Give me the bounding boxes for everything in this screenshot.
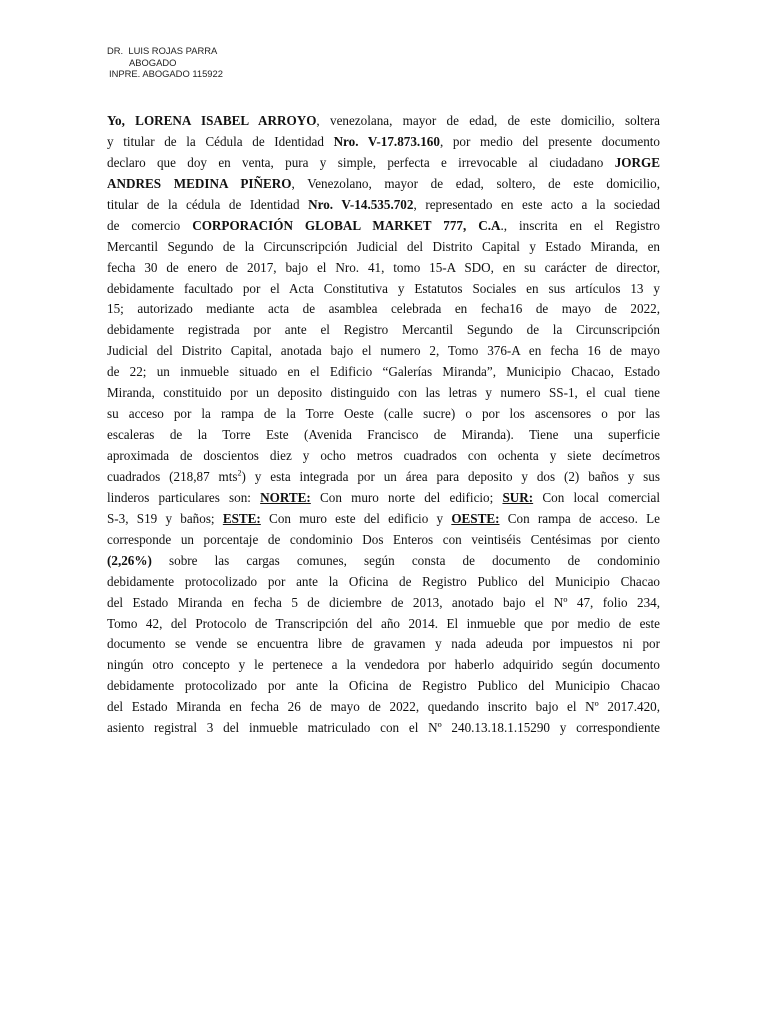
body-line: linderos particulares son: NORTE: Con muro norte del edificio; SUR: Con local comercial bbox=[107, 489, 660, 505]
body-line: asiento registral 3 del inmueble matriculado con el Nº 240.13.18.1.15290 y correspondiente bbox=[107, 720, 660, 736]
body-line: documento se vende se encuentra libre de gravamen y nada adeuda por impuestos ni por bbox=[107, 636, 660, 652]
boundary-south: SUR: bbox=[502, 489, 534, 505]
body-line: del Estado Miranda en fecha 26 de mayo de 2022, quedando inscrito bajo el Nº 2017.420, bbox=[107, 699, 660, 715]
body-line: corresponde un porcentaje de condominio Dos Enteros con veintiséis Centésimas por ciento bbox=[107, 531, 660, 547]
body-line: escaleras de la Torre Este (Avenida Francisco de Miranda). Tiene una superficie bbox=[107, 427, 660, 443]
lawyer-title: ABOGADO bbox=[129, 56, 177, 68]
body-line: Mercantil Segundo de la Circunscripción Judicial del Distrito Capital y Estado Miranda, en bbox=[107, 238, 660, 254]
body-line: Judicial del Distrito Capital, anotada bajo el numero 2, Tomo 376-A en fecha 16 de mayo bbox=[107, 343, 660, 359]
body-line: aproximada de doscientos diez y ocho metros cuadrados con ochenta y siete decímetros bbox=[107, 448, 660, 463]
body-line: su acceso por la rampa de la Torre Oeste (calle sucre) o por los ascensores o por las bbox=[107, 406, 660, 422]
body-line: y titular de la Cédula de Identidad Nro. V-17.873.160, por medio del presente documento bbox=[107, 133, 660, 149]
boundary-north: NORTE: bbox=[260, 489, 311, 505]
body-line: debidamente protocolizado por ante la Oficina de Registro Publico del Municipio Chacao bbox=[107, 573, 660, 589]
lawyer-name: DR. LUIS ROJAS PARRA bbox=[107, 45, 218, 56]
letterhead bbox=[107, 45, 223, 80]
body-line: de comercio CORPORACIÓN GLOBAL MARKET 777, C.A., inscrita en el Registro bbox=[107, 217, 661, 233]
document-body bbox=[107, 111, 660, 739]
body-line: fecha 30 de enero de 2017, bajo el Nro. 41, tomo 15-A SDO, en su carácter de director, bbox=[107, 259, 660, 275]
body-line: (2,26%) sobre las cargas comunes, según consta de documento de condominio bbox=[107, 552, 660, 568]
body-line: 15; autorizado mediante acta de asamblea celebrada en fecha16 de mayo de 2022, bbox=[107, 301, 660, 317]
body-line: S-3, S19 y baños; ESTE: Con muro este del edificio y OESTE: Con rampa de acceso. Le bbox=[107, 510, 661, 526]
body-line: declaro que doy en venta, pura y simple, perfecta e irrevocable al ciudadano JORGE bbox=[107, 154, 660, 170]
boundary-west: OESTE: bbox=[451, 510, 500, 526]
body-line: ningún otro concepto y le pertenece a la vendedora por haberlo adquirido según documento bbox=[107, 657, 660, 673]
body-line: Miranda, constituido por un deposito distinguido con las letras y numero SS-1, el cual tiene bbox=[107, 385, 660, 401]
body-line: de 22; un inmueble situado en el Edificio “Galerías Miranda”, Municipio Chacao, Estado bbox=[107, 364, 660, 380]
body-line: cuadrados (218,87 mts$^2$) y esta integrada por un área para deposito y dos (2) baños y sus bbox=[107, 468, 660, 484]
body-line: ANDRES MEDINA PIÑERO, Venezolano, mayor de edad, soltero, de este domicilio, bbox=[107, 175, 660, 191]
body-line: del Estado Miranda en fecha 5 de diciembre de 2013, anotado bajo el Nº 47, folio 234, bbox=[107, 594, 660, 610]
body-line: debidamente protocolizado por ante la Oficina de Registro Publico del Municipio Chacao bbox=[107, 678, 660, 694]
body-line: titular de la cédula de Identidad Nro. V-14.535.702, representado en este acto a la sociedad bbox=[107, 196, 661, 212]
lawyer-registration: INPRE. ABOGADO 115922 bbox=[109, 68, 223, 80]
body-line: debidamente registrada por ante el Registro Mercantil Segundo de la Circunscripción bbox=[107, 322, 660, 338]
boundary-east: ESTE: bbox=[222, 510, 261, 526]
body-line: Tomo 42, del Protocolo de Transcripción del año 2014. El inmueble que por medio de este bbox=[107, 615, 660, 631]
body-line: Yo, LORENA ISABEL ARROYO, venezolana, mayor de edad, de este domicilio, soltera bbox=[107, 113, 660, 128]
body-line: debidamente facultado por el Acta Constitutiva y Estatutos Sociales en sus artículos 13 y bbox=[107, 280, 660, 296]
